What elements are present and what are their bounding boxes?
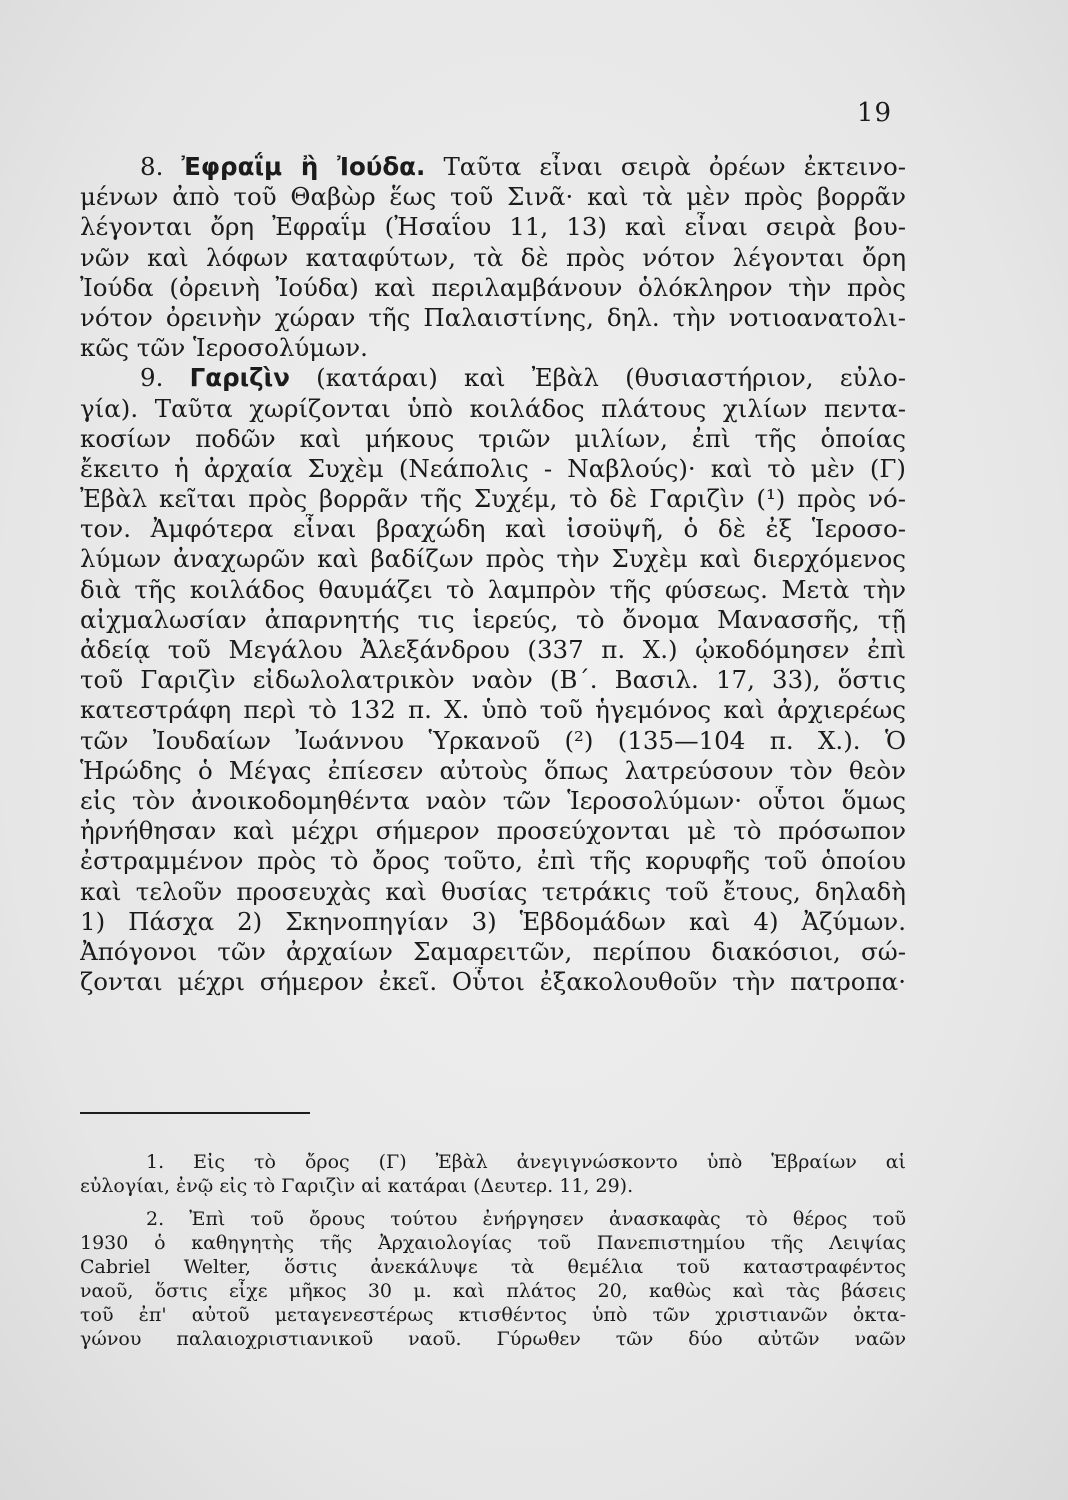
text-line: νότον ὀρεινὴν χώραν τῆς Παλαιστίνης, δηλ. τὴν νοτιοανατολι- <box>80 302 906 332</box>
text-line: Ἐβὰλ κεῖται πρὸς βορρᾶν τῆς Συχέμ, τὸ δὲ Γαριζὶν (¹) πρὸς νό- <box>80 484 906 514</box>
text-line: αἰχμαλωσίαν ἀπαρνητής τις ἱερεύς, τὸ ὄνομα Μανασσῆς, τῇ <box>80 604 906 634</box>
text-line: λέγονται ὄρη Ἐφραΐμ (Ἠσαΐου 11, 13) καὶ εἶναι σειρὰ βου- <box>80 212 906 242</box>
text-line: 1) Πάσχα 2) Σκηνοπηγίαν 3) Ἑβδομάδων καὶ 4) Ἀζύμων. <box>80 906 906 936</box>
text-line: τον. Ἀμφότερα εἶναι βραχώδη καὶ ἰσοϋψῆ, ὁ δὲ ἐξ Ἱεροσο- <box>80 514 906 544</box>
text-line: εἰς τὸν ἀνοικοδομηθέντα ναὸν τῶν Ἱεροσολύμων· οὗτοι ὅμως <box>80 785 906 815</box>
section-number: 9. <box>140 363 164 393</box>
text-line: νῶν καὶ λόφων καταφύτων, τὰ δὲ πρὸς νότον λέγονται ὄρη <box>80 242 906 272</box>
footnote-line: 1930 ὁ καθηγητὴς τῆς Ἀρχαιολογίας τοῦ Πανεπιστημίου τῆς Λειψίας <box>80 1232 906 1254</box>
text-line: γία). Ταῦτα χωρίζονται ὑπὸ κοιλάδος πλάτους χιλίων πεντα- <box>80 393 906 423</box>
text-line: λύμων ἀναχωρῶν καὶ βαδίζων πρὸς τὴν Συχὲμ καὶ διερχόμενος <box>80 544 906 574</box>
section-heading: Ἐφραΐμ ἢ Ἰούδα. <box>181 152 426 181</box>
section-number: 8. <box>140 152 164 181</box>
footnote-line: εὐλογίαι, ἐνῷ εἰς τὸ Γαριζὶν αἱ κατάραι (Δευτερ. 11, 29). <box>80 1175 634 1197</box>
text-line: διὰ τῆς κοιλάδος θαυμάζει τὸ λαμπρὸν τῆς φύσεως. Μετὰ τὴν <box>80 574 906 604</box>
text-line: Ἀπόγονοι τῶν ἀρχαίων Σαμαρειτῶν, περίπου διακόσιοι, σώ- <box>80 936 906 966</box>
footnotes <box>80 1150 906 1351</box>
text-line: κῶς τῶν Ἱεροσολύμων. <box>80 333 368 363</box>
text-line: ἠρνήθησαν καὶ μέχρι σήμερον προσεύχονται μὲ τὸ πρόσωπον <box>80 816 906 846</box>
footnote-line: Cabriel Welter, ὅστις ἀνεκάλυψε τὰ θεμέλια τοῦ καταστραφέντος <box>80 1256 906 1278</box>
text-line: Ἡρώδης ὁ Μέγας ἐπίεσεν αὐτοὺς ὅπως λατρεύσουν τὸν θεὸν <box>80 755 906 785</box>
footnote-line: τοῦ ἐπ' αὐτοῦ μεταγενεστέρως κτισθέντος ὑπὸ τῶν χριστιανῶν ὀκτα- <box>80 1304 906 1326</box>
text-line: ζονται μέχρι σήμερον ἐκεῖ. Οὗτοι ἐξακολουθοῦν τὴν πατροπα· <box>80 967 906 997</box>
page-number: 19 <box>856 98 892 128</box>
text-line: Ἰούδα (ὀρεινὴ Ἰούδα) καὶ περιλαμβάνουν ὁλόκληρον τὴν πρὸς <box>80 272 906 302</box>
footnote-line: 2. Ἐπὶ τοῦ ὄρους τούτου ἐνήργησεν ἀνασκαφὰς τὸ θέρος τοῦ <box>146 1208 906 1230</box>
text-line: ἐστραμμένον πρὸς τὸ ὄρος τοῦτο, ἐπὶ τῆς κορυφῆς τοῦ ὁποίου <box>80 846 906 876</box>
footnote-line: 1. Εἰς τὸ ὄρος (Γ) Ἐβὰλ ἀνεγιγνώσκοντο ὑπὸ Ἑβραίων αἱ <box>146 1151 906 1173</box>
text-line: κοσίων ποδῶν καὶ μήκους τριῶν μιλίων, ἐπὶ τῆς ὁποίας <box>80 423 906 453</box>
text-line: μένων ἀπὸ τοῦ Θαβὼρ ἕως τοῦ Σινᾶ· καὶ τὰ μὲν πρὸς βορρᾶν <box>80 182 906 212</box>
footnote-line: ναοῦ, ὅστις εἶχε μῆκος 30 μ. καὶ πλάτος 20, καθὼς καὶ τὰς βάσεις <box>80 1280 906 1302</box>
text-line: τῶν Ἰουδαίων Ἰωάννου Ὑρκανοῦ (²) (135—104 π. Χ.). Ὁ <box>80 725 906 755</box>
main-text <box>80 152 906 997</box>
text-line: καὶ τελοῦν προσευχὰς καὶ θυσίας τετράκις τοῦ ἔτους, δηλαδὴ <box>80 876 906 906</box>
footnote-divider <box>80 1112 310 1114</box>
text-line: 8. Ἐφραΐμ ἢ Ἰούδα. Ταῦτα εἶναι σειρὰ ὀρέων ἐκτεινο- <box>140 152 906 181</box>
text-line: κατεστράφη περὶ τὸ 132 π. Χ. ὑπὸ τοῦ ἡγεμόνος καὶ ἀρχιερέως <box>80 695 906 725</box>
text-line: τοῦ Γαριζὶν εἰδωλολατρικὸν ναὸν (Β΄. Βασιλ. 17, 33), ὅστις <box>80 665 906 695</box>
section-heading: Γαριζὶν <box>189 363 290 393</box>
text-line: ἔκειτο ἡ ἀρχαία Συχὲμ (Νεάπολις - Ναβλούς)· καὶ τὸ μὲν (Γ) <box>80 453 906 483</box>
text-line: ἀδείᾳ τοῦ Μεγάλου Ἀλεξάνδρου (337 π. Χ.) ᾠκοδόμησεν ἐπὶ <box>80 635 906 664</box>
footnote-line: γώνου παλαιοχριστιανικοῦ ναοῦ. Γύρωθεν τῶν δύο αὐτῶν ναῶν <box>80 1328 906 1350</box>
text-line: 9. Γαριζὶν (κατάραι) καὶ Ἐβὰλ (θυσιαστήριον, εὐλο- <box>140 363 906 393</box>
